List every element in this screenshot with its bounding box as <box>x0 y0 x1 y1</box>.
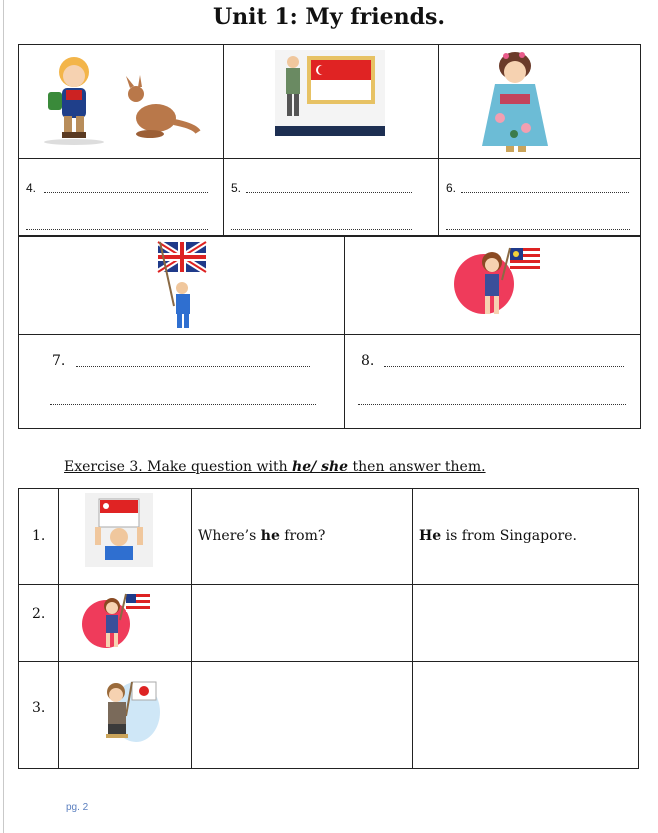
exercise-title: Exercise 3. Make question with he/ she then answer them. <box>64 459 486 475</box>
row-1-answer: He is from Singapore. <box>419 528 577 544</box>
row-2-number: 2. <box>32 606 46 622</box>
boy-singapore-sign-image <box>85 493 153 567</box>
girl-malaysia-flag-image <box>454 240 546 330</box>
item-8-label: 8. <box>361 353 375 369</box>
answer-line-7a[interactable] <box>76 366 310 367</box>
answer-line-6a[interactable] <box>461 192 629 193</box>
man-uk-flag-image <box>152 240 214 332</box>
answer-line-8a[interactable] <box>384 366 624 367</box>
answer-line-5a[interactable] <box>246 192 412 193</box>
row-3-number: 3. <box>32 700 46 716</box>
girl-malaysia-flag-image-small <box>80 588 156 658</box>
answer-line-4b[interactable] <box>26 229 208 230</box>
answer-line-7b[interactable] <box>50 404 316 405</box>
item-7-label: 7. <box>52 353 66 369</box>
row-1-number: 1. <box>32 528 46 544</box>
page-edge <box>3 0 4 833</box>
row-1-question: Where’s he from? <box>198 528 326 544</box>
answer-line-4a[interactable] <box>44 192 208 193</box>
answer-line-8b[interactable] <box>358 404 626 405</box>
item-4-label: 4. <box>26 181 37 195</box>
answer-line-6b[interactable] <box>446 229 630 230</box>
boy-kangaroo-image <box>26 50 206 150</box>
girl-kimono-image <box>470 48 560 158</box>
item-5-label: 5. <box>231 181 242 195</box>
page-number: pg. 2 <box>66 802 89 813</box>
boy-japan-flag-image <box>96 672 162 744</box>
grid-middle <box>18 236 641 429</box>
answer-line-5b[interactable] <box>231 229 412 230</box>
page-title: Unit 1: My friends. <box>212 4 446 30</box>
item-6-label: 6. <box>446 181 457 195</box>
man-singapore-flag-image <box>275 50 385 136</box>
